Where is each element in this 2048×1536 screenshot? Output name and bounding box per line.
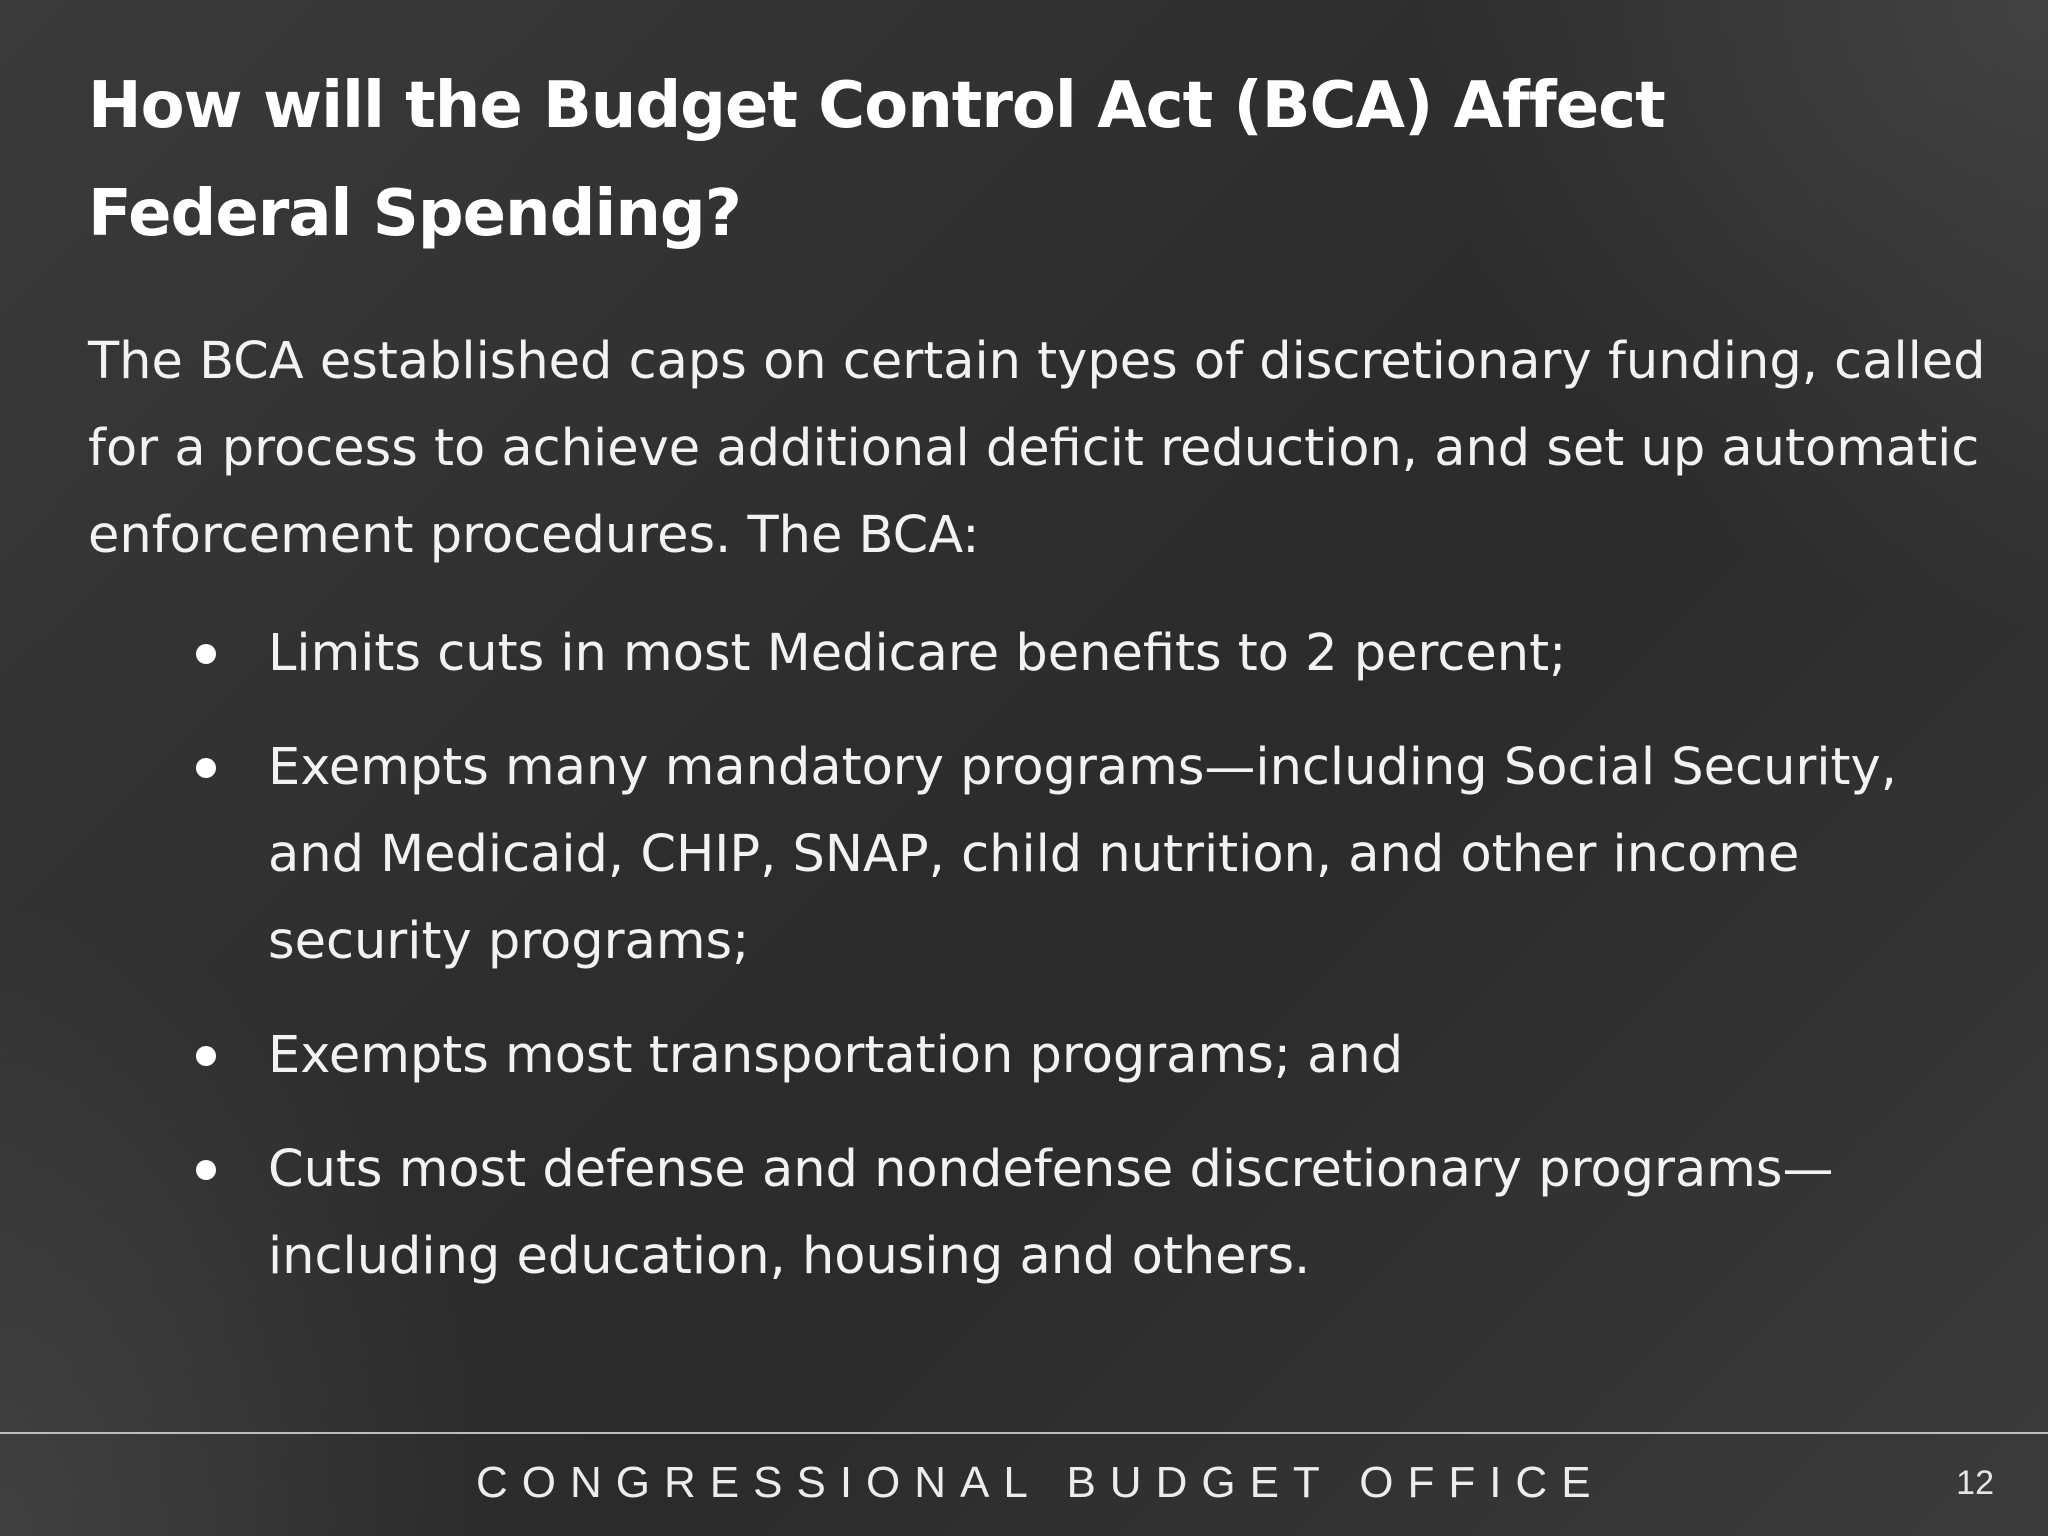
bullet-text: Cuts most defense and nondefense discretionary programs—including education, housing and others. [268, 1140, 1834, 1286]
bullet-dot-icon [196, 644, 216, 664]
bullet-dot-icon [196, 1046, 216, 1066]
footer-organization: CONGRESSIONAL BUDGET OFFICE [476, 1458, 1605, 1507]
page-number: 12 [1956, 1464, 1994, 1502]
bullet-text: Exempts many mandatory programs—including Social Security, and Medicaid, CHIP, SNAP, child nutrition, and other income security programs; [268, 738, 1897, 971]
bullet-dot-icon [196, 758, 216, 778]
bullet-item-transportation [188, 1012, 1948, 1099]
bullet-item-discretionary [188, 1126, 1948, 1300]
footer-divider [0, 1432, 2048, 1434]
bullet-text: Exempts most transportation programs; and [268, 1026, 1404, 1085]
intro-paragraph: The BCA established caps on certain types of discretionary funding, called for a process to achieve additional deficit reduction, and set up automatic enforcement procedures. The BCA: [88, 332, 1986, 565]
slide-title: How will the Budget Control Act (BCA) Affect Federal Spending? [88, 69, 1665, 251]
bullet-item-mandatory [188, 724, 1948, 985]
bullet-text: Limits cuts in most Medicare benefits to 2 percent; [268, 624, 1567, 683]
bullet-item-medicare [188, 610, 1948, 697]
bullet-dot-icon [196, 1160, 216, 1180]
bullet-list [188, 610, 1948, 1327]
